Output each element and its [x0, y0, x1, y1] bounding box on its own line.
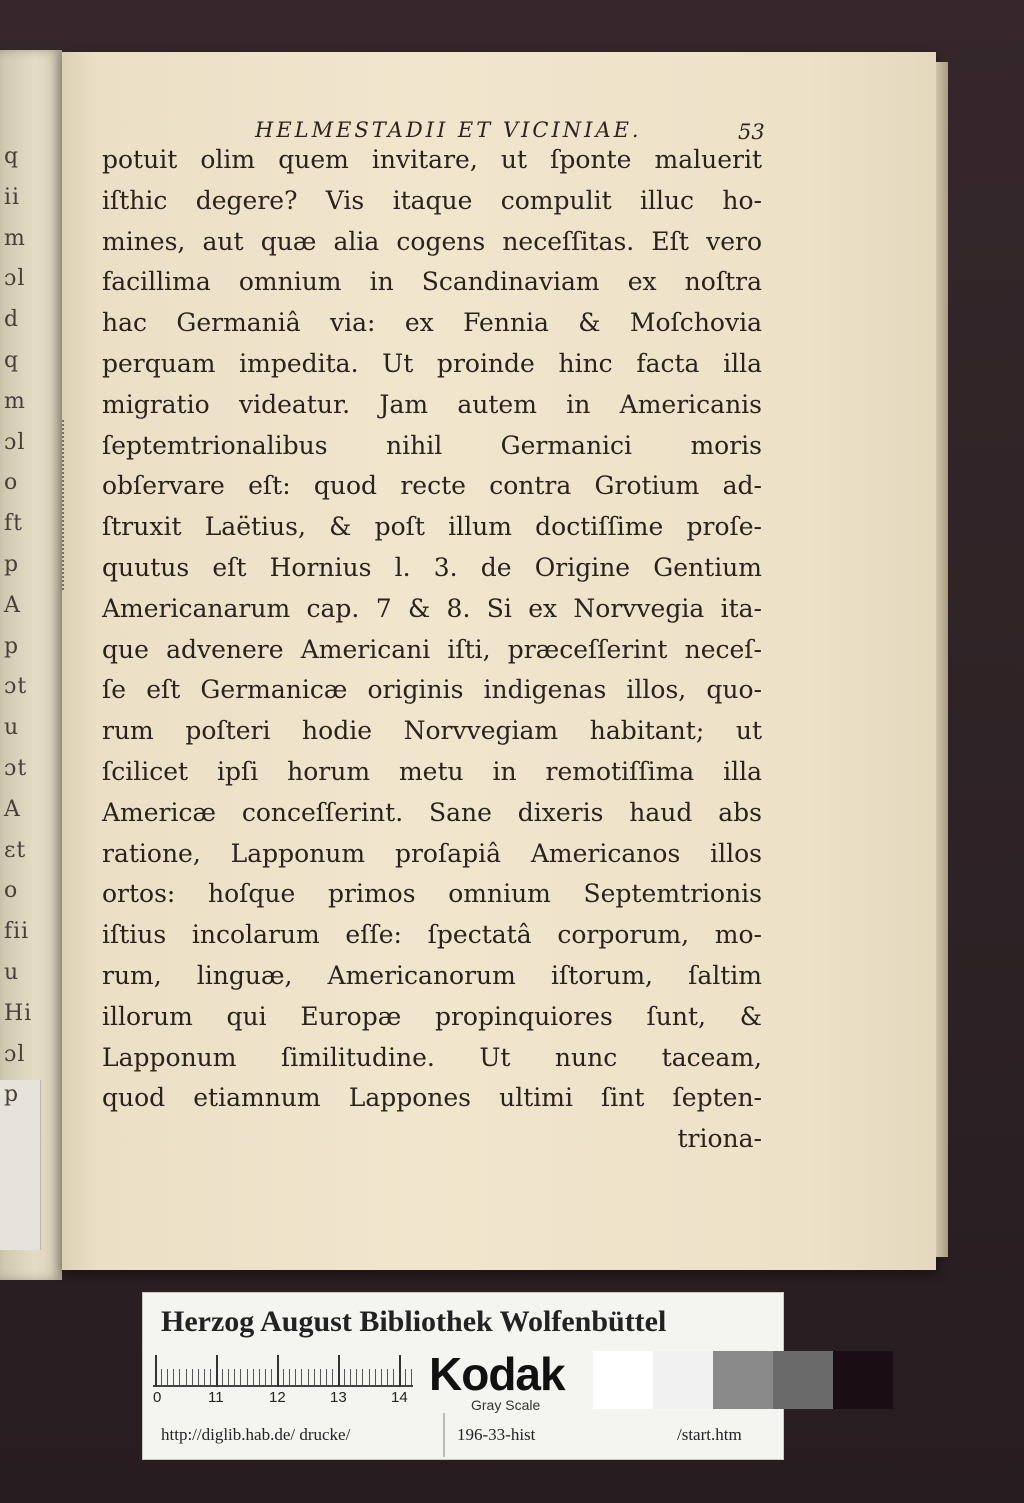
facing-page-fragment: d [4, 307, 20, 333]
facing-page-fragment: u [4, 960, 20, 985]
ruler-tick [210, 1369, 211, 1385]
ruler-tick [308, 1369, 309, 1385]
facing-page-fragment: A [4, 796, 21, 822]
ruler-tick [161, 1369, 162, 1385]
body-text [102, 140, 762, 1160]
text-line: facillima omnium in Scandinaviam ex noſtra [102, 267, 762, 297]
ruler-tick [186, 1369, 187, 1385]
ruler-tick [265, 1369, 266, 1385]
ruler-tick [387, 1369, 388, 1385]
facing-page-fragment: m [4, 388, 26, 414]
ruler-tick [356, 1369, 357, 1385]
ruler-tick [240, 1369, 241, 1385]
text-line: Americanarum cap. 7 & 8. Si ex Norvvegia ita- [102, 593, 762, 623]
facing-page-fragment: Hi [4, 1000, 33, 1026]
card-divider [443, 1413, 445, 1457]
ruler-tick [204, 1369, 205, 1385]
ruler-tick [369, 1369, 370, 1385]
text-line: iſthic degere? Vis itaque compulit illuc ho- [102, 185, 762, 215]
ruler-tick [295, 1369, 296, 1385]
ruler-tick [259, 1369, 260, 1385]
text-line: hac Germaniâ via: ex Fennia & Moſchovia [102, 308, 762, 338]
facing-page-fragment: ɔl [4, 266, 26, 292]
ruler-baseline [153, 1385, 413, 1387]
ruler-tick [216, 1355, 218, 1387]
gray-scale-label: Gray Scale [471, 1397, 541, 1413]
ruler-tick [320, 1369, 321, 1385]
ruler-tick [338, 1355, 340, 1387]
gray-swatch [653, 1351, 713, 1409]
facing-page-fragment: ɔl [4, 429, 26, 455]
running-head: HELMESTADII ET VICINIAE. [255, 118, 642, 142]
ruler-label: 13 [330, 1389, 347, 1406]
ruler-tick [253, 1369, 254, 1385]
margin-marks [62, 420, 68, 590]
facing-page-fragment: q [4, 348, 20, 373]
ruler-tick [350, 1369, 351, 1385]
facing-page-fragment: p [4, 1082, 20, 1108]
text-line: ſcilicet ipſi horum metu in remotiſſima illa [102, 756, 762, 786]
text-line: ſtruxit Laëtius, & poſt illum doctiſſime proſe- [102, 512, 762, 542]
ruler-tick [283, 1369, 284, 1385]
facing-page-fragment: ɔl [4, 1041, 26, 1067]
text-line: mines, aut quæ alia cogens neceſſitas. Eſt vero [102, 226, 762, 256]
facing-page-fragment: o [4, 878, 19, 904]
facing-page-fragment: ɛt [4, 837, 27, 863]
facing-page-fragment: q [4, 144, 20, 169]
facing-page-fragment: A [4, 592, 21, 618]
gray-swatch [593, 1351, 653, 1409]
ruler-label: 0 [153, 1389, 162, 1406]
page-fore-edge [936, 62, 948, 1257]
ruler-tick [198, 1369, 199, 1385]
text-line: triona- [677, 1124, 762, 1154]
facing-page-fragment: ɔt [4, 756, 28, 781]
ruler-tick [362, 1369, 363, 1385]
ruler-tick [399, 1355, 401, 1387]
ruler-tick [277, 1355, 279, 1387]
ruler-tick [271, 1369, 272, 1385]
ruler-tick [179, 1369, 180, 1385]
ruler-tick [222, 1369, 223, 1385]
ruler-label: 11 [208, 1389, 224, 1406]
ruler-tick [155, 1355, 157, 1387]
ruler-tick [381, 1369, 382, 1385]
gray-scale-swatches [593, 1351, 893, 1409]
text-line: potuit olim quem invitare, ut ſponte maluerit [102, 145, 762, 174]
ruler [153, 1351, 413, 1411]
kodak-logo: Kodak [429, 1348, 565, 1400]
facing-page-fragment: p [4, 633, 20, 659]
facing-page-fragment: u [4, 715, 20, 741]
color-calibration-card [142, 1292, 784, 1460]
url-suffix: /start.htm [677, 1425, 742, 1444]
ruler-tick [234, 1369, 235, 1385]
ruler-tick [314, 1369, 315, 1385]
ruler-tick [167, 1369, 168, 1385]
url-base: http://diglib.hab.de/ drucke/ [161, 1425, 351, 1444]
ruler-label: 12 [269, 1389, 286, 1406]
text-line: que advenere Americani iſti, præceſſerint neceſ- [102, 634, 762, 664]
text-line: ſeptemtrionalibus nihil Germanici moris [102, 430, 762, 460]
gray-swatch [833, 1351, 893, 1409]
text-line: Americæ conceſſerint. Sane dixeris haud abs [102, 797, 762, 827]
ruler-tick [344, 1369, 345, 1385]
facing-page-fragment: p [4, 552, 20, 577]
text-line: iſtius incolarum eſſe: ſpectatâ corporum, mo- [102, 920, 762, 950]
text-line: Lapponum ſimilitudine. Ut nunc taceam, [102, 1042, 762, 1072]
ruler-tick [326, 1369, 327, 1385]
facing-page-fragment: fii [4, 919, 30, 945]
text-line: quod etiamnum Lappones ultimi ſint ſepten- [102, 1083, 762, 1113]
text-line: rum poſteri hodie Norvvegiam habitant; ut [102, 716, 762, 746]
ruler-tick [375, 1369, 376, 1385]
ruler-tick [247, 1369, 248, 1385]
ruler-tick [289, 1369, 290, 1385]
text-line: illorum qui Europæ propinquiores ſunt, & [102, 1001, 762, 1031]
text-line: perquam impedita. Ut proinde hinc facta illa [102, 348, 762, 378]
facing-page-fragment: o [4, 470, 19, 496]
text-line: ratione, Lapponum proſapiâ Americanos illos [102, 838, 762, 868]
ruler-tick [332, 1369, 333, 1385]
ruler-tick [411, 1369, 412, 1385]
facing-page-fragment: ii [4, 184, 21, 210]
text-line: quutus eſt Hornius l. 3. de Origine Gentium [102, 552, 762, 582]
facing-page-edge [0, 50, 62, 1280]
page-number: 53 [738, 120, 765, 144]
facing-page-fragment: m [4, 225, 26, 251]
facing-page-fragment: ft [4, 511, 23, 537]
facing-page-fragment: ɔt [4, 674, 28, 700]
ruler-tick [405, 1369, 406, 1385]
ruler-tick [173, 1369, 174, 1385]
shelfmark: 196-33-hist [457, 1425, 536, 1444]
library-name: Herzog August Bibliothek Wolfenbüttel [161, 1305, 667, 1338]
text-line: migratio videatur. Jam autem in Americanis [102, 389, 762, 419]
ruler-tick [393, 1369, 394, 1385]
text-line: ortos: hoſque primos omnium Septemtrionis [102, 879, 762, 909]
gray-swatch [713, 1351, 773, 1409]
text-line: ſe eſt Germanicæ originis indigenas illos, quo- [102, 675, 762, 705]
text-line: obſervare eſt: quod recte contra Grotium ad- [102, 471, 762, 501]
ruler-tick [301, 1369, 302, 1385]
ruler-tick [192, 1369, 193, 1385]
ruler-tick [228, 1369, 229, 1385]
ruler-label: 14 [391, 1389, 408, 1406]
text-line: rum, linguæ, Americanorum iſtorum, ſaltim [102, 960, 762, 990]
gray-swatch [773, 1351, 833, 1409]
